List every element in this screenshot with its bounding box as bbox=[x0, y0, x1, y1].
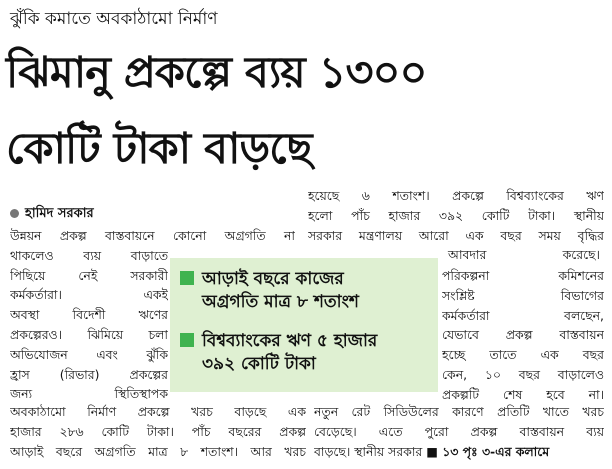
kicker: ঝুঁকি কমাতে অবকাঠামো নির্মাণ bbox=[10, 9, 218, 29]
text-line: অভিযোজন এবং ঝুঁকি bbox=[10, 346, 168, 362]
text-line: পরিকল্পনা কমিশনের bbox=[442, 268, 604, 283]
highlight-1-line-2: অগ্রগতি মাত্র ৮ শতাংশ bbox=[202, 292, 359, 312]
text-line: উন্নয়ন প্রকল্প বাস্তবায়নে কোনো অগ্রগতি না bbox=[10, 228, 295, 243]
highlight-point-2 bbox=[180, 330, 377, 376]
continued-jump-link[interactable]: ■ ১৩ পৃঃ ৩-এর কলামে bbox=[426, 443, 550, 459]
text-line: হলো পাঁচ হাজার ৩৯২ কোটি টাকা। স্থানীয় bbox=[308, 207, 604, 223]
text-line: হাজার ২৮৬ কোটি টাকা। পাঁচ বছরের প্রকল্প bbox=[10, 423, 306, 439]
text-line: হচ্ছে তাতে এক বছর bbox=[442, 347, 604, 363]
headline-line-2: কোটি টাকা বাড়ছে bbox=[6, 124, 312, 174]
text-line: জন্য স্থিতিস্থাপক bbox=[10, 386, 168, 402]
text-line: যেভাবে প্রকল্প বাস্তবায়ন bbox=[442, 327, 604, 343]
green-square-bullet-icon bbox=[180, 333, 194, 347]
text-line: সরকার মন্ত্রণালয় আরো এক বছর সময় বৃদ্ধির bbox=[308, 227, 604, 243]
byline bbox=[10, 204, 94, 225]
green-square-bullet-icon bbox=[180, 271, 194, 285]
text-line: সংশ্লিষ্ট বিভাগের bbox=[442, 287, 604, 303]
text-line: আবদার করেছে। bbox=[448, 247, 600, 263]
headline-line-1: ঝিমানু প্রকল্পে ব্যয় ১৩০০ bbox=[6, 48, 427, 98]
highlight-1-line-1: আড়াই বছরে কাজের bbox=[202, 269, 344, 289]
text-line: প্রকল্পেরও। ঝিমিয়ে চলা bbox=[10, 326, 168, 342]
text-line: অবস্থা বিদেশী ঋণের bbox=[10, 307, 168, 323]
text-line: কর্মকর্তারা বলছেন, bbox=[442, 307, 604, 323]
text-line: হ্রাস (রিভার) প্রকল্পের bbox=[10, 366, 168, 382]
text-line: আড়াই বছরে অগ্রগতি মাত্র ৮ শতাংশ। আর খরচ bbox=[10, 443, 306, 459]
text-line bbox=[314, 442, 604, 462]
highlight-2-line-1: বিশ্বব্যাংকের ঋণ ৫ হাজার bbox=[202, 331, 378, 351]
bullet-dot-icon bbox=[10, 209, 19, 218]
text-line: থাকলেও ব্যয় বাড়াতে bbox=[10, 247, 168, 263]
column-2 bbox=[442, 266, 604, 405]
column-2-bottom bbox=[314, 402, 604, 461]
text-line: বেড়েছে। এতে পুরো প্রকল্প বাস্তবায়ন ব্যয় bbox=[314, 423, 604, 439]
text-line: অবকাঠামো নির্মাণ প্রকল্পে খরচ বাড়ছে এক bbox=[10, 404, 306, 419]
column-1-bottom bbox=[10, 402, 306, 461]
text-line: নতুন রেট সিডিউলের কারণে প্রতিটি খাতে খরচ bbox=[314, 404, 604, 419]
highlight-point-1 bbox=[180, 268, 359, 314]
column-2-top bbox=[308, 186, 604, 265]
text-line: কর্মকর্তারা। একই bbox=[10, 287, 168, 303]
text-line: প্রকল্পটি শেষ হবে না। bbox=[442, 386, 604, 402]
text-line: হয়েছে ৬ শতাংশ। প্রকল্পে বিশ্বব্যাংকের ঋণ bbox=[308, 188, 604, 203]
text-line: কেন, ১০ বছর বাড়ালেও bbox=[442, 366, 604, 382]
highlight-2-line-2: ৩৯২ কোটি টাকা bbox=[202, 354, 316, 374]
byline-author: হামিদ সরকার bbox=[25, 206, 94, 221]
text-line: পিছিয়ে নেই সরকারী bbox=[10, 267, 168, 283]
text-line-end: বাড়ছে। স্থানীয় সরকার bbox=[314, 443, 423, 459]
highlight-box bbox=[170, 258, 438, 392]
